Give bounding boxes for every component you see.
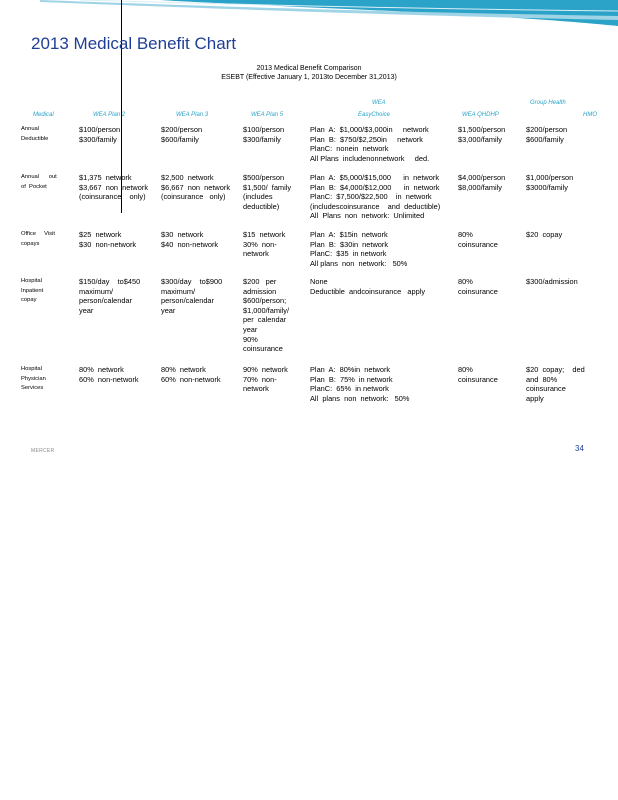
- header-wave-banner: [0, 0, 618, 28]
- cell-physician-plan3: 80% network 60% non-network: [161, 365, 221, 384]
- cell-inpatient-plan3: $300/day to$900 maximum/ person/calendar year: [161, 277, 223, 315]
- cell-inpatient-easychoice: None Deductible andcoinsurance apply: [310, 277, 426, 296]
- row-label-annual-deductible: Annual Deductible: [21, 126, 49, 142]
- cell-oop-qhdhp: $4,000/person $8,000/family: [458, 173, 506, 192]
- cell-oop-easychoice: Plan A: $5,000/$15,000 in network Plan B: $4,000/$12,000 in network PlanC: $7,500/$22,500 in network (includescoinsurance and deductible) All Plans non network: Unlimited: [310, 173, 441, 221]
- cell-deductible-hmo: $200/person $600/family: [526, 125, 568, 144]
- cell-deductible-plan2: $100/person $300/family: [79, 125, 121, 144]
- row-label-hospital-physician: Hospital Physician Services: [21, 366, 46, 392]
- row-label-office-visit: Office Visit copays: [21, 231, 55, 247]
- cell-physician-qhdhp: 80% coinsurance: [458, 365, 498, 384]
- cell-office-plan3: $30 network $40 non-network: [161, 230, 219, 249]
- header-easychoice-line1: WEA: [372, 100, 386, 106]
- subtitle-line-1: 2013 Medical Benefit Comparison: [256, 65, 362, 72]
- header-plan2: WEA Plan 2: [93, 112, 126, 118]
- cell-office-hmo: $20 copay: [526, 230, 563, 239]
- header-hmo-line1: Group Health: [530, 100, 566, 106]
- cell-oop-plan3: $2,500 network $6,667 non network (coinsurance only): [161, 173, 231, 202]
- cell-physician-plan5: 90% network 70% non- network: [243, 365, 288, 394]
- cell-physician-plan2: 80% network 60% non-network: [79, 365, 139, 384]
- header-hmo-line2: HMO: [583, 112, 597, 118]
- cell-inpatient-plan2: $150/day to$450 maximum/ person/calendar year: [79, 277, 141, 315]
- cell-inpatient-hmo: $300/admission: [526, 277, 578, 286]
- header-qhdhp: WEA QHDHP: [462, 112, 499, 118]
- cell-deductible-plan5: $100/person $300/family: [243, 125, 285, 144]
- row-label-out-of-pocket: Annual out of Pocket: [21, 174, 57, 190]
- cell-oop-plan2: $1,375 network $3,667 non network (coinsurance only): [79, 173, 149, 202]
- row-label-hospital-inpatient: Hospital Inpatient copay: [21, 278, 44, 304]
- cell-physician-hmo: $20 copay; ded and 80% coinsurance apply: [526, 365, 585, 403]
- cell-inpatient-qhdhp: 80% coinsurance: [458, 277, 498, 296]
- cell-deductible-easychoice: Plan A: $1,000/$3,000in network Plan B: $750/$2,250in network PlanC: nonein network All Plans includenonnetwork ded.: [310, 125, 430, 163]
- page-title: 2013 Medical Benefit Chart: [31, 34, 237, 53]
- subtitle-line-2: ESEBT (Effective January 1, 2013to December 31,2013): [221, 74, 397, 81]
- header-easychoice-line2: EasyChoice: [358, 112, 391, 118]
- cell-office-easychoice: Plan A: $15in network Plan B: $30in network PlanC: $35 in network All plans non network: 50%: [310, 230, 408, 268]
- cell-office-plan2: $25 network $30 non-network: [79, 230, 137, 249]
- cell-deductible-plan3: $200/person $600/family: [161, 125, 203, 144]
- cell-deductible-qhdhp: $1,500/person $3,000/family: [458, 125, 506, 144]
- footer-brand: MERCER: [31, 448, 55, 454]
- cell-inpatient-plan5: $200 per admission $600/person; $1,000/family/ per calendar year 90% coinsurance: [243, 277, 290, 354]
- cell-office-qhdhp: 80% coinsurance: [458, 230, 498, 249]
- cell-oop-hmo: $1,000/person $3000/family: [526, 173, 574, 192]
- cell-oop-plan5: $500/person $1,500/ family (includes deductible): [243, 173, 292, 211]
- header-medical: Medical: [33, 112, 54, 118]
- page-number: 34: [575, 444, 584, 453]
- header-plan5: WEA Plan 5: [251, 112, 284, 118]
- cell-physician-easychoice: Plan A: 80%in network Plan B: 75% in network PlanC: 65% in network All plans non network: 50%: [310, 365, 410, 403]
- cell-office-plan5: $15 network 30% non- network: [243, 230, 286, 259]
- header-plan3: WEA Plan 3: [176, 112, 209, 118]
